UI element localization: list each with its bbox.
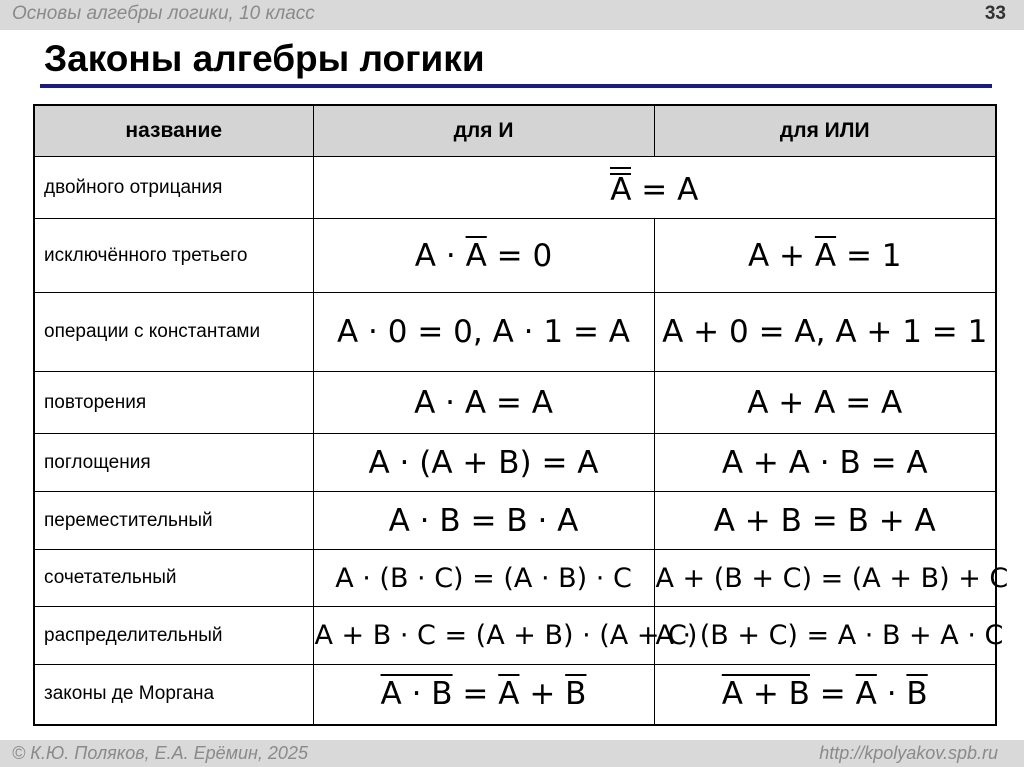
double-overline-term: A [610, 167, 631, 208]
formula-or: A + A · B = A [654, 434, 996, 492]
column-header-and: для И [313, 105, 654, 157]
footer-authors: © К.Ю. Поляков, Е.А. Ерёмин, 2025 [12, 743, 308, 763]
formula-or: A + 0 = A, A + 1 = 1 [654, 293, 996, 372]
formula-or: A + (B + C) = (A + B) + C [654, 550, 996, 607]
table-row [34, 219, 996, 293]
formula-double-negation: A = A [313, 157, 996, 219]
formula-and: A · (A + B) = A [313, 434, 654, 492]
column-header-name: название [34, 105, 313, 157]
column-header-or: для ИЛИ [654, 105, 996, 157]
formula-and: $A \cdot B = \overline{A} + \overline{B}$ [313, 665, 654, 725]
table-row [34, 157, 996, 219]
law-name: поглощения [34, 434, 313, 492]
formula-or: $A + \overline{A} = 1$ [654, 219, 996, 293]
table-row [34, 607, 996, 665]
laws-table [33, 104, 1009, 726]
law-name: законы де Моргана [34, 665, 313, 725]
page-number: 33 [984, 3, 1006, 24]
table-row [34, 293, 996, 372]
law-name: распределительный [34, 607, 313, 665]
formula-and: A · A = A [313, 372, 654, 434]
header-bar [0, 0, 1024, 30]
course-title: Основы алгебры логики, 10 класс [12, 3, 315, 24]
footer-bar [0, 740, 1024, 767]
law-name: повторения [34, 372, 313, 434]
table-row [34, 550, 996, 607]
law-name: переместительный [34, 492, 313, 550]
formula-or: $A + B = \overline{A} \cdot \overline{B}$ [654, 665, 996, 725]
law-name: сочетательный [34, 550, 313, 607]
table-header-row [34, 105, 996, 157]
formula-or: A + A = A [654, 372, 996, 434]
footer-url[interactable]: http://kpolyakov.spb.ru [819, 743, 998, 763]
law-name: двойного отрицания [34, 157, 313, 219]
table-row [34, 372, 996, 434]
formula-and: A · 0 = 0, A · 1 = A [313, 293, 654, 372]
law-name: исключённого третьего [34, 219, 313, 293]
law-name: операции с константами [34, 293, 313, 372]
formula-or: A · (B + C) = A · B + A · C [654, 607, 996, 665]
table-row [34, 434, 996, 492]
table-row [34, 492, 996, 550]
formula-and: A + B · C = (A + B) · (A + C) [313, 607, 654, 665]
title-underline [40, 84, 992, 88]
formula-or: A + B = B + A [654, 492, 996, 550]
slide-title: Законы алгебры логики [44, 38, 485, 79]
formula-and: $A \cdot \overline{A} = 0$ [313, 219, 654, 293]
formula-and: A · B = B · A [313, 492, 654, 550]
table-row [34, 665, 996, 725]
formula-and: A · (B · C) = (A · B) · C [313, 550, 654, 607]
